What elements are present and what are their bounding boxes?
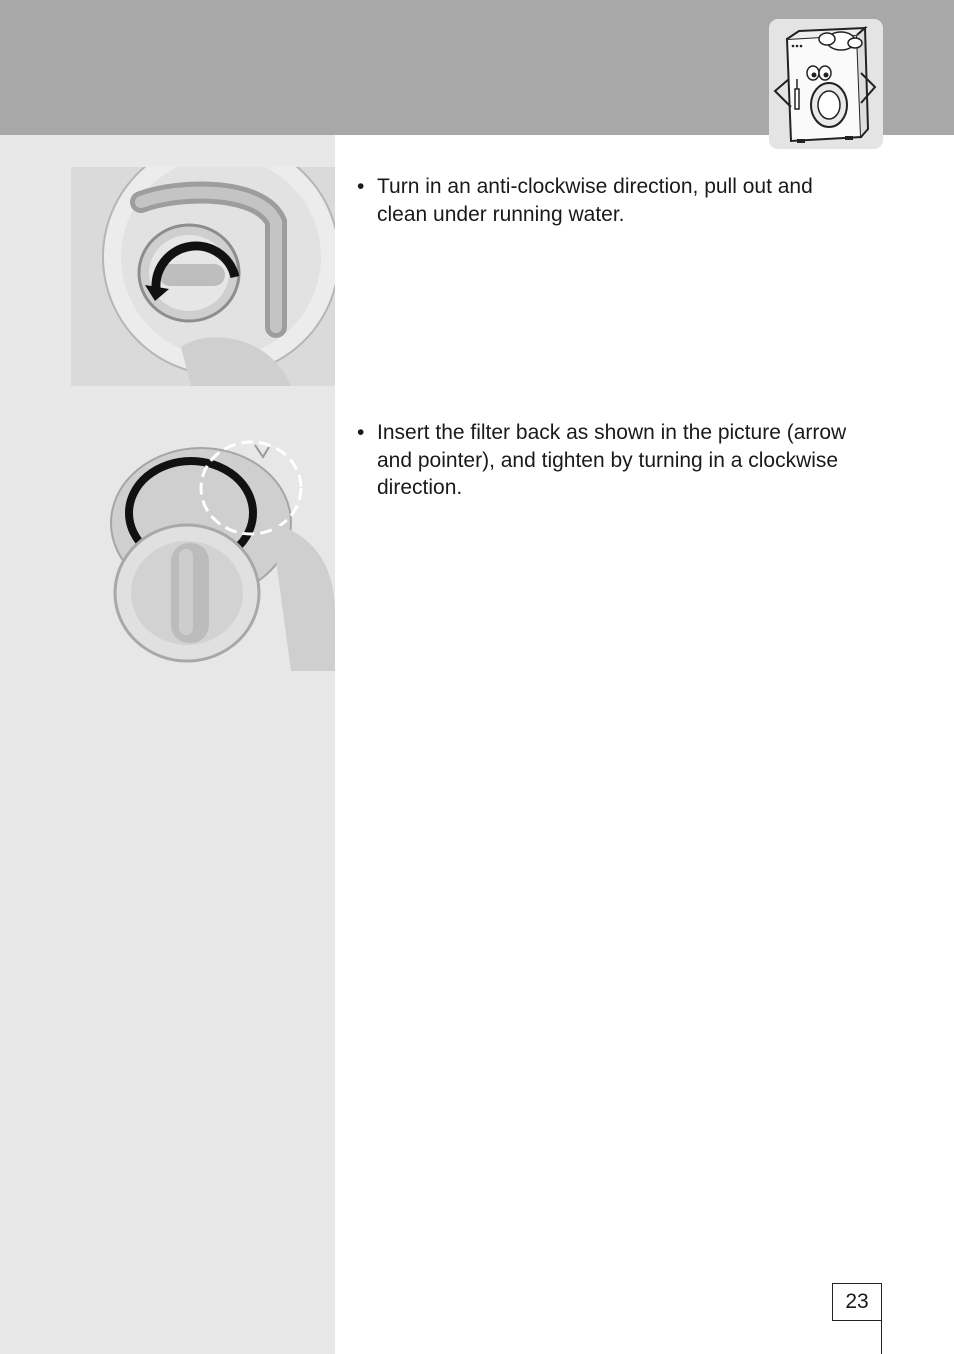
- filter-insert-illustration: [71, 413, 335, 671]
- step-1-text: Turn in an anti-clockwise direction, pull out and clean under running water.: [377, 175, 813, 226]
- step-1-instruction: [357, 173, 857, 228]
- bullet: •: [357, 175, 365, 198]
- page-number: 23: [832, 1283, 882, 1321]
- page-number-tick: [881, 1320, 882, 1354]
- step-2-instruction: [357, 419, 857, 502]
- washing-machine-mascot-icon: [769, 19, 883, 149]
- filter-unscrew-illustration: [71, 167, 335, 386]
- bullet: •: [357, 421, 365, 444]
- step-2-text: Insert the filter back as shown in the picture (arrow and pointer), and tighten by turning in a clockwise direction.: [377, 421, 847, 499]
